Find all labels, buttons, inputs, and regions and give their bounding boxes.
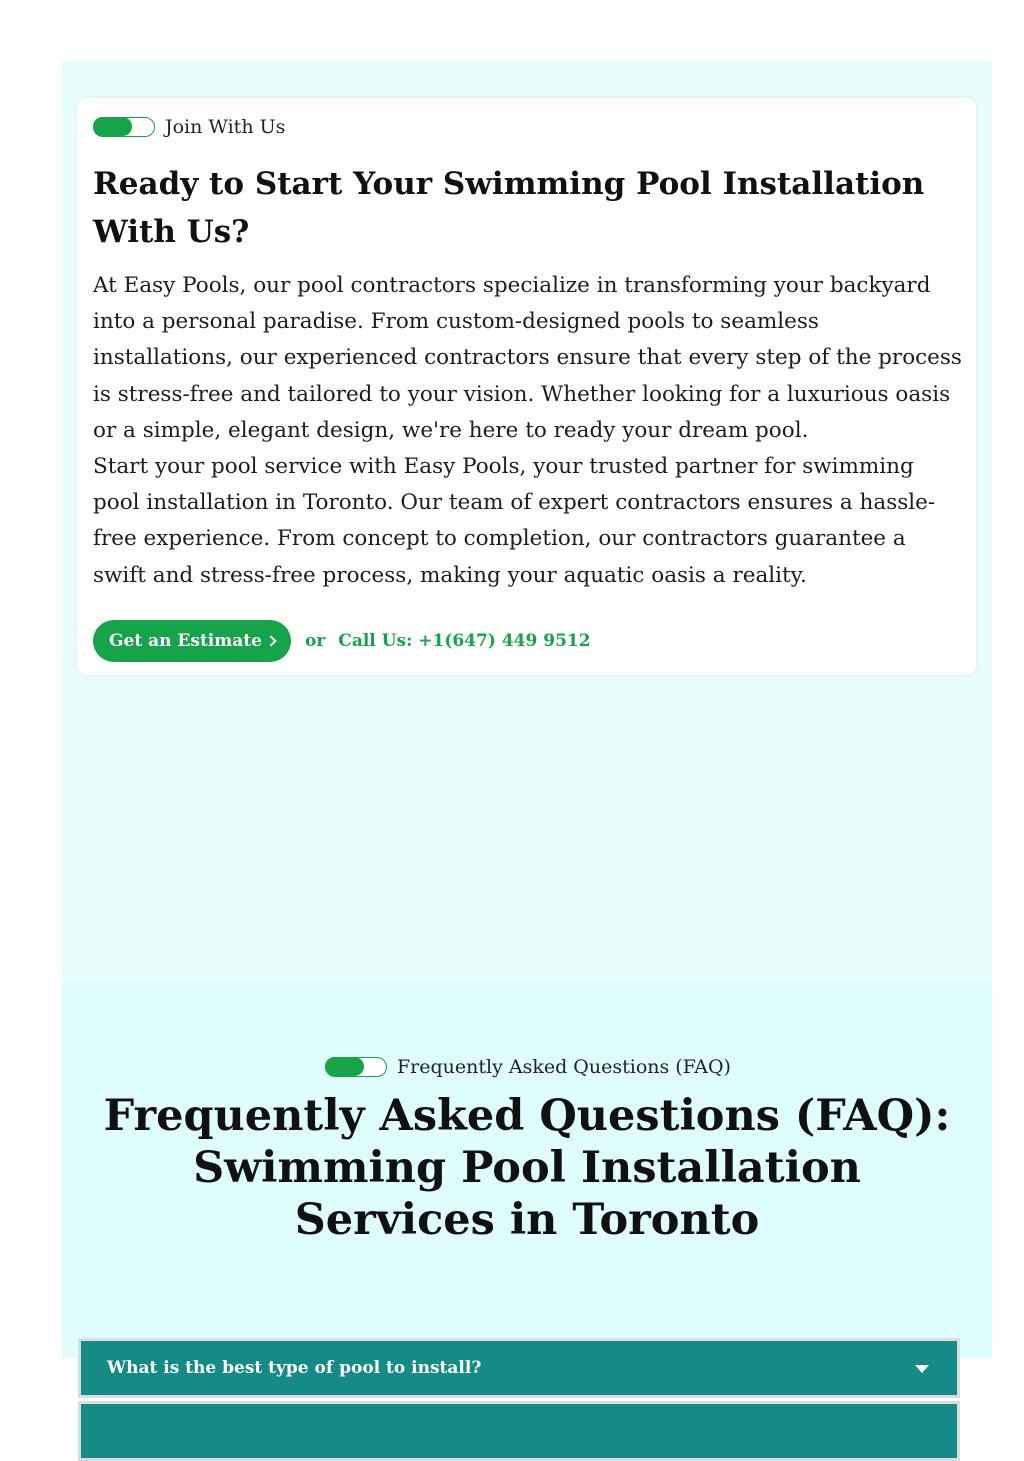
faq-question: What is the best type of pool to install? — [107, 1358, 482, 1378]
page — [62, 60, 992, 1378]
faq-item[interactable] — [78, 1401, 960, 1461]
toggle-icon — [325, 1057, 387, 1077]
caret-down-icon — [915, 1365, 929, 1373]
chevron-right-icon — [265, 635, 276, 646]
join-title: Ready to Start Your Swimming Pool Installation With Us? — [93, 166, 925, 250]
faq-section — [62, 980, 992, 1378]
call-us-link[interactable]: Call Us: +1(647) 449 9512 — [338, 631, 591, 651]
get-estimate-button[interactable] — [93, 620, 291, 662]
join-paragraph-1: At Easy Pools, our pool contractors specialize in transforming your backyard into a personal paradise. From custom-designed pools to seamless installations, our experienced contractors ensure that every step of the process is stress-free and tailored to your vision. Whether looking for a luxurious oasis or a simple, elegant design, we're here to ready your dream pool. — [93, 273, 962, 443]
faq-item[interactable] — [78, 1338, 960, 1398]
toggle-icon — [93, 117, 155, 137]
faq-title: Frequently Asked Questions (FAQ): Swimming Pool Installation Services in Toronto — [103, 1091, 951, 1245]
faq-tag — [325, 1056, 731, 1078]
join-section — [62, 60, 992, 980]
or-separator: or — [305, 631, 326, 651]
join-tag — [93, 116, 285, 138]
join-paragraph-2: Start your pool service with Easy Pools, your trusted partner for swimming pool installation in Toronto. Our team of expert contractors ensures a hassle-free experience. From concept to completion, our contractors guarantee a swift and stress-free process, making your aquatic oasis a reality. — [93, 454, 936, 588]
join-tag-label: Join With Us — [165, 116, 286, 138]
get-estimate-label: Get an Estimate — [109, 631, 262, 651]
join-card — [77, 98, 976, 675]
join-body — [93, 268, 963, 594]
faq-tag-label: Frequently Asked Questions (FAQ) — [397, 1056, 731, 1078]
cta-row — [93, 620, 591, 662]
